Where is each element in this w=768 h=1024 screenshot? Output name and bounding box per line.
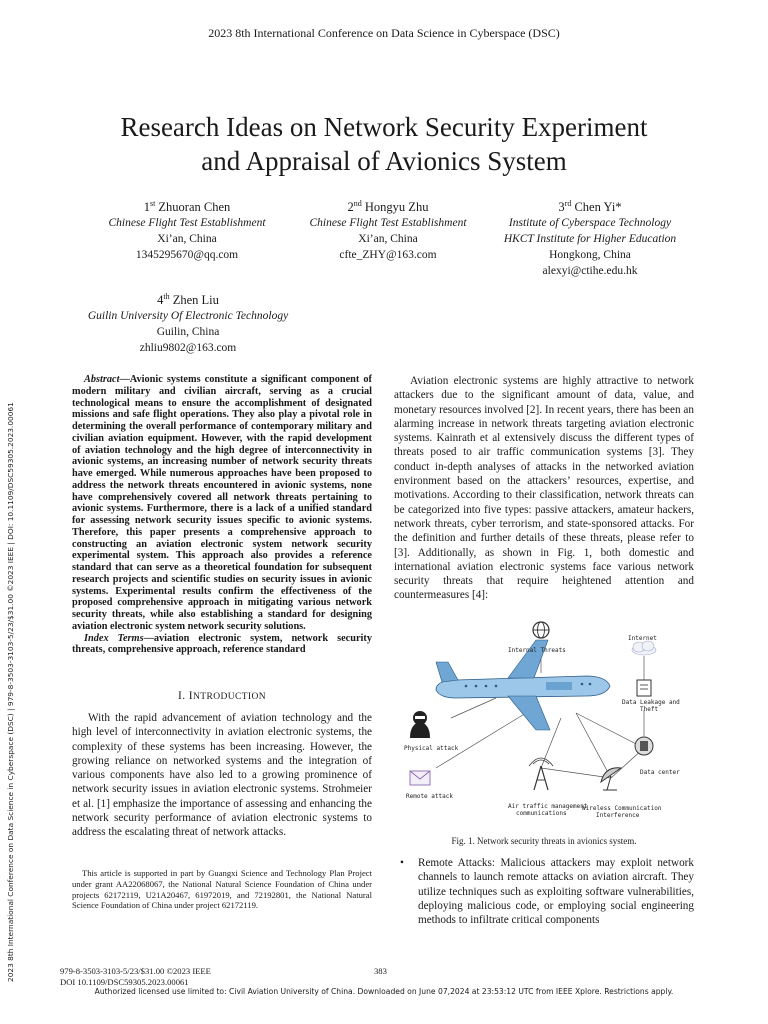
envelope-icon — [410, 771, 430, 785]
author-affiliation: Chinese Flight Test Establishment — [309, 217, 467, 230]
author-email[interactable]: 1345295670@qq.com — [135, 249, 239, 262]
doi-sidebar-text: 2023 8th International Conference on Data Science in Cyberspace (DSC) | 979-8-3503-3103-5/23/$31.00 ©2023 IEEE | DOI: 10.1109/DSC59305.2023.00061 — [6, 402, 15, 982]
author-city: Hongkong, China — [549, 249, 631, 262]
introduction-body — [72, 711, 372, 840]
author-email[interactable]: alexyi@ctihe.edu.hk — [542, 265, 638, 278]
data-leakage-icon — [637, 680, 651, 696]
label-data-leakage: Data Leakage and — [622, 699, 680, 706]
cloud-icon — [632, 641, 656, 655]
author-name: Zhuoran Chen — [158, 200, 231, 215]
bullet-dot: • — [400, 857, 404, 869]
author-affiliation-2: HKCT Institute for Higher Education — [503, 233, 677, 246]
license-notice: Authorized licensed use limited to: Civil Aviation University of China. Downloaded on June 07,2024 at 23:53:12 UTC from IEEE Xplore. Restrictions apply. — [94, 987, 674, 996]
satellite-dish-icon — [601, 768, 621, 790]
footer-isbn: 979-8-3503-3103-5/23/$31.00 ©2023 IEEE — [60, 966, 211, 976]
author-affiliation: Chinese Flight Test Establishment — [108, 217, 266, 230]
label-data-center: Data center — [640, 769, 680, 776]
label-physical-attack: Physical attack — [404, 745, 459, 752]
paper-title — [60, 110, 708, 178]
label-theft: Theft — [640, 706, 659, 713]
author-city: Xi’an, China — [358, 233, 418, 246]
author-block-3: 3rd Chen Yi* Institute of Cyberspace Technology HKCT Institute for Higher Education Hongkong, China alexyi@ctihe.edu.hk — [485, 196, 695, 279]
author-name: Hongyu Zhu — [364, 200, 429, 215]
section-heading-introduction: I. INTRODUCTION — [177, 690, 267, 702]
page-number: 383 — [374, 966, 387, 976]
author-email[interactable]: zhliu9802@163.com — [139, 342, 237, 355]
label-internal-threats: Internal Threats — [508, 647, 566, 654]
abstract-label: Abstract — [84, 374, 120, 385]
figure-caption: Fig. 1. Network security threats in avionics system. — [451, 836, 637, 846]
threat-diagram — [396, 618, 692, 828]
index-terms-label: Index Terms — [84, 632, 144, 644]
title-line-1: Research Ideas on Network Security Experiment — [120, 112, 648, 142]
footer-isbn-doi — [60, 966, 211, 987]
author-city: Guilin, China — [156, 326, 220, 339]
index-terms-text: —aviation electronic system, network security threats, comprehensive approach, reference standard — [72, 632, 372, 656]
bullet-remote-attacks: • Remote Attacks: Malicious attackers may exploit network channels to launch remote attacks on aviation aircraft. They utilize techniques such as exploiting software vulnerabilities, deploying malicious code, or employing social engineering methods to infiltrate critical components — [400, 857, 694, 927]
label-wireless-2: Interference — [596, 812, 640, 819]
right-paragraph: Aviation electronic systems are highly attractive to network attackers due to the significant amount of data, value, and monetary resources involved [2]. In recent years, there has been an alarming increase in network threats targeting aviation electronic systems. Kainrath et al extensively discuss the different types of threats posed to air traffic communication systems [3]. They conduct in-depth analyses of attacks in the networked aviation environment based on the attackers’ resources, expertise, and motivations. According to their classification, network threats can be categorized into five types: passive attackers, amateur hackers, network threats, cyber terrorism, and state-sponsored attacks. For the definition and further details of these threats, please refer to [3]. Additionally, as shown in Fig. 1, both domestic and international aviation electronic systems face various network security threats that require heightened attention and countermeasures [4]: — [394, 375, 694, 602]
funding-footnote: This article is supported in part by Guangxi Science and Technology Plan Project under grant AA22068067, the National Natural Science Foundation of China under projects 62172119, U21A20467, 61972019, and 72192801, the National Natural Science Foundation of China under project 62172119. — [72, 868, 372, 911]
intro-paragraph: With the rapid advancement of aviation technology and the high level of interconnectivity in aviation electronic systems, the complexity of these systems has been increasing. However, the growing reliance on networked systems and the integration of various components have also led to a growing prominence of network security issues in aviation electronic systems. Strohmeier et al. [1] emphasize the importance of assessing and enhancing the network security performance of aviation electronic systems to address the escalating threat of network attacks. — [72, 712, 372, 839]
hacker-icon — [410, 711, 430, 738]
author-affiliation: Guilin University Of Electronic Technology — [87, 310, 289, 323]
author-name: Zhen Liu — [172, 293, 219, 308]
conference-header: 2023 8th International Conference on Data Science in Cyberspace (DSC) — [208, 26, 560, 40]
author-email[interactable]: cfte_ZHY@163.com — [339, 249, 437, 262]
label-atm-2: communications — [516, 810, 567, 817]
label-atm-1: Air traffic management — [508, 803, 588, 810]
label-remote-attack: Remote attack — [406, 793, 453, 800]
figure-1 — [396, 618, 692, 828]
abstract — [72, 374, 372, 656]
label-wireless-1: Wireless Communication — [582, 805, 662, 812]
author-affiliation: Institute of Cyberspace Technology — [508, 217, 672, 230]
radio-tower-icon — [529, 758, 553, 790]
footer-doi[interactable]: DOI 10.1109/DSC59305.2023.00061 — [60, 976, 189, 987]
title-line-2: and Appraisal of Avionics System — [201, 146, 567, 176]
author-block-4: 4th Zhen Liu Guilin University Of Electronic Technology Guilin, China zhliu9802@163.com — [70, 289, 306, 356]
globe-icon — [533, 622, 549, 638]
doi-sidebar — [4, 292, 20, 982]
author-name: Chen Yi* — [574, 200, 622, 215]
label-internet: Internet — [628, 635, 657, 642]
author-city: Xi’an, China — [157, 233, 217, 246]
data-center-icon — [635, 737, 653, 755]
author-block-2: 2nd Hongyu Zhu Chinese Flight Test Establishment Xi’an, China cfte_ZHY@163.com — [283, 196, 493, 263]
author-block-1: 1st Zhuoran Chen Chinese Flight Test Establishment Xi’an, China 1345295670@qq.com — [82, 196, 292, 263]
right-column-body — [394, 374, 694, 603]
abstract-text: —Avionic systems constitute a significant component of modern military and civilian aircraft, serving as a crucial technological means to ensure the accomplishment of designated missions and safe flight operations. They also play a pivotal role in determining the overall performance of contemporary military and civilian aviation equipment. However, with the rapid development of aviation technology and the high degree of interconnectivity in avionic systems, an increasing number of network security threats have emerged. While numerous approaches have been proposed to address the network threats encountered in avionic systems, none have comprehensively covered all network threats pertaining to avionic systems. Furthermore, there is a lack of a unified standard for assessing network security issues specific to avionic systems. Therefore, this paper presents a comprehensive approach to constructing an aviation electronic system network security experimental system. This approach also provides a reference standard that can serve as a theoretical foundation for subsequent research projects and scientific studies on security issues in avionic systems. Experimental results confirm the effectiveness of the proposed comprehensive approach in mitigating various network security threats, while also establishing a standard for designing aviation electronic system network security solutions. — [72, 374, 372, 632]
